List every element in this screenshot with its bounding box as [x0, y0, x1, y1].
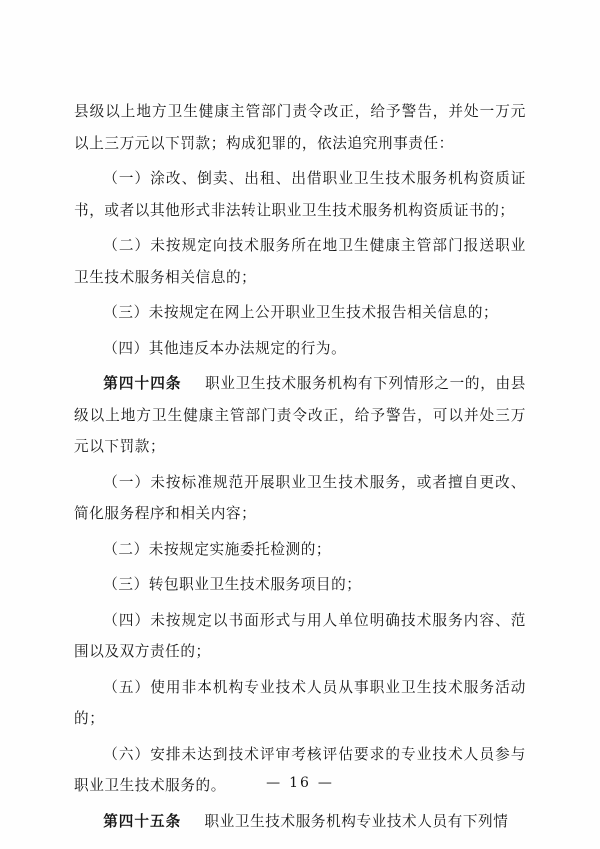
footer-right-dash: —	[317, 775, 334, 791]
paragraph-a44-item-2: （二）未按规定实施委托检测的；	[103, 540, 332, 558]
article-45-text: 职业卫生技术服务机构专业技术人员有下列情	[204, 812, 509, 830]
page-number: 16	[289, 775, 311, 791]
paragraph-item-1: （一）涂改、倒卖、出租、出借职业卫生技术服务机构资质证书，或者以其他形式非法转让职业卫生技术服务机构资质证书的；	[74, 170, 526, 219]
paragraph-a44-item-1: （一）未按标准规范开展职业卫生技术服务，或者擅自更改、简化服务程序和相关内容；	[74, 473, 526, 522]
page-footer	[0, 775, 600, 791]
article-45	[74, 806, 526, 838]
paragraph-a44-item-5: （五）使用非本机构专业技术人员从事职业卫生技术服务活动的；	[74, 678, 526, 727]
paragraph-a44-item-6: （六）安排未达到技术评审考核评估要求的专业技术人员参与职业卫生技术服务的。	[74, 745, 526, 794]
article-44-text: 职业卫生技术服务机构有下列情形之一的，由县级以上地方卫生健康主管部门责令改正，给予警告，可以并处三万元以下罚款；	[74, 375, 526, 455]
paragraph-a44-item-4: （四）未按规定以书面形式与用人单位明确技术服务内容、范围以及双方责任的；	[74, 611, 526, 660]
paragraph-item-3: （三）未按规定在网上公开职业卫生技术报告相关信息的；	[103, 304, 499, 321]
paragraph-penalty-intro: 县级以上地方卫生健康主管部门责令改正，给予警告，并处一万元以上三万元以下罚款；构成犯罪的，依法追究刑事责任：	[74, 103, 526, 152]
paragraph-a44-item-3: （三）转包职业卫生技术服务项目的；	[103, 576, 362, 593]
document-body	[74, 96, 526, 837]
paragraph-item-4: （四）其他违反本办法规定的行为。	[103, 339, 347, 357]
paragraph-item-2: （二）未按规定向技术服务所在地卫生健康主管部门报送职业卫生技术服务相关信息的；	[74, 237, 526, 286]
article-44	[74, 368, 526, 463]
article-45-number: 第四十五条	[103, 812, 182, 830]
footer-left-dash: —	[266, 775, 283, 791]
article-44-number: 第四十四条	[103, 375, 182, 392]
